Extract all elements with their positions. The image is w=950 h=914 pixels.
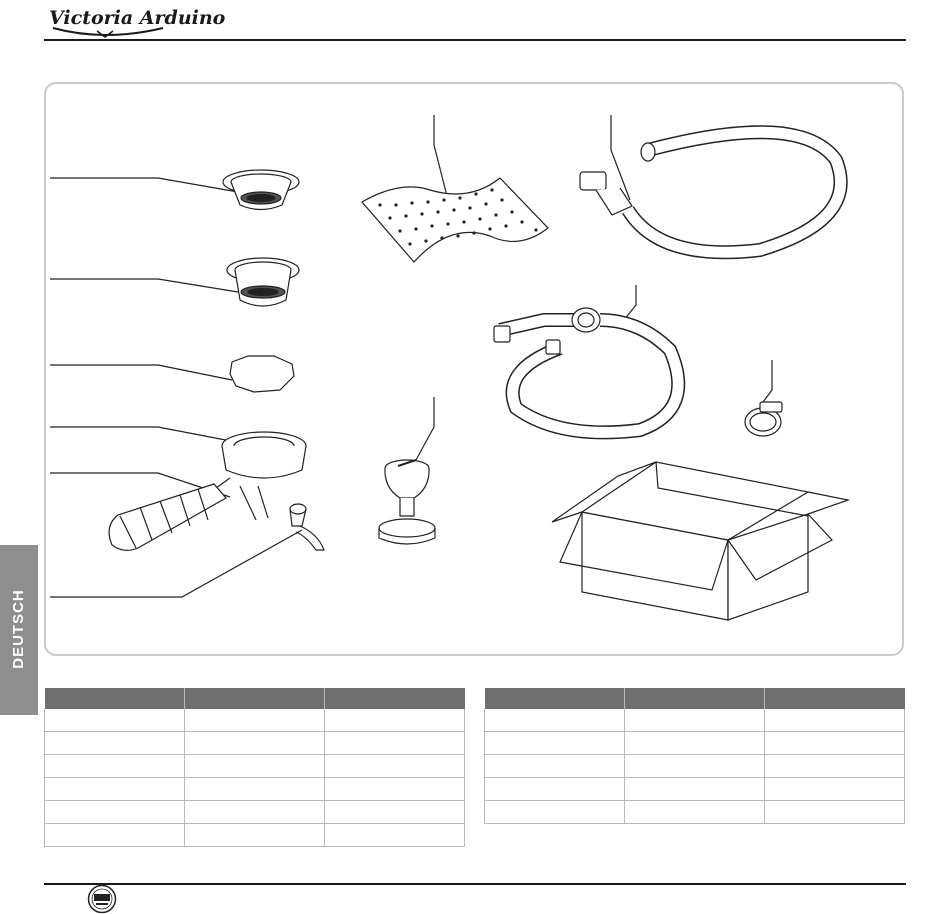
tamper-icon [379, 460, 435, 544]
portafilter-icon [109, 432, 306, 550]
table-cell [185, 778, 325, 801]
callout-line-drain-hose [611, 115, 630, 200]
table-cell [45, 801, 185, 824]
table-cell [625, 801, 765, 824]
table-cell [765, 755, 905, 778]
language-side-tab [0, 545, 38, 715]
callout-line-single-basket [50, 178, 238, 192]
callout-line-portafilter [50, 427, 236, 442]
callout-line-double-basket [50, 279, 238, 292]
table-cell [45, 755, 185, 778]
table-row [45, 732, 465, 755]
footer-rule [44, 883, 906, 885]
table-cell [765, 732, 905, 755]
table-cell [325, 824, 465, 847]
table-header-cell [625, 688, 765, 709]
parts-table-left [44, 688, 465, 847]
language-label: DEUTSCH [10, 589, 27, 669]
table-header-row [485, 688, 905, 709]
table-cell [325, 755, 465, 778]
table-cell [485, 778, 625, 801]
table-cell [325, 778, 465, 801]
table-header-cell [45, 688, 185, 709]
table-cell [485, 755, 625, 778]
table-row [45, 709, 465, 732]
table-cell [765, 709, 905, 732]
table-cell [625, 709, 765, 732]
table-cell [765, 801, 905, 824]
table-cell [625, 732, 765, 755]
table-header-cell [485, 688, 625, 709]
table-cell [45, 732, 185, 755]
table-cell [325, 801, 465, 824]
callout-line-clamp [763, 360, 772, 402]
callout-line-tamper [416, 397, 434, 460]
table-row [485, 709, 905, 732]
table-row [485, 755, 905, 778]
hose-clamp-icon [745, 402, 782, 436]
blind-filter-icon [290, 504, 324, 550]
table-header-cell [185, 688, 325, 709]
drain-hose-icon [580, 132, 841, 252]
table-cell [325, 709, 465, 732]
table-cell [45, 824, 185, 847]
table-row [485, 732, 905, 755]
table-row [485, 778, 905, 801]
table-cell [185, 709, 325, 732]
parts-table-right [484, 688, 905, 824]
table-row [45, 801, 465, 824]
table-cell [625, 755, 765, 778]
table-cell [45, 778, 185, 801]
table-row [45, 824, 465, 847]
single-filter-basket-icon [223, 170, 299, 210]
table-cell [185, 824, 325, 847]
table-cell [765, 778, 905, 801]
table-cell [185, 732, 325, 755]
table-cell [45, 709, 185, 732]
inei-certified-badge-icon [87, 884, 117, 914]
table-cell [485, 732, 625, 755]
table-header-cell [325, 688, 465, 709]
table-cell [485, 801, 625, 824]
callout-line-gasket [50, 365, 232, 380]
table-row [45, 778, 465, 801]
table-row [485, 801, 905, 824]
table-row [45, 755, 465, 778]
double-filter-basket-icon [227, 258, 299, 306]
table-cell [185, 755, 325, 778]
callout-line-spout [50, 530, 302, 597]
gasket-icon [230, 356, 294, 392]
callout-line-mat [434, 115, 448, 200]
table-cell [625, 778, 765, 801]
cardboard-box-icon [552, 462, 848, 620]
table-cell [485, 709, 625, 732]
table-header-row [45, 688, 465, 709]
table-header-cell [765, 688, 905, 709]
supply-hose-icon [494, 308, 678, 432]
table-cell [185, 801, 325, 824]
table-cell [325, 732, 465, 755]
svg-text:Victoria Arduino: Victoria Arduino [49, 7, 226, 29]
cup-grid-mat-icon [362, 178, 548, 262]
